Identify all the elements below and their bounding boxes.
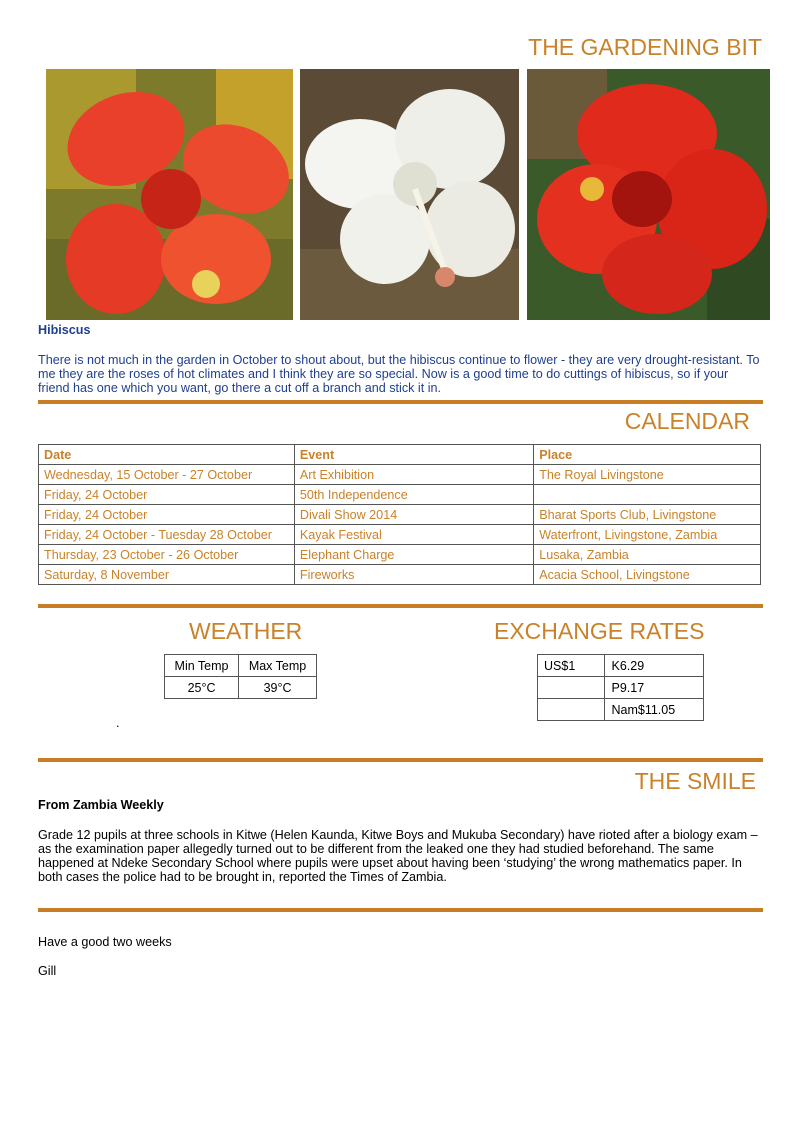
- closing-line: Have a good two weeks: [38, 935, 172, 949]
- place-cell: [534, 485, 761, 505]
- max-temp-value: 39°C: [239, 677, 317, 699]
- weather-note: .: [116, 716, 120, 730]
- table-row: [538, 655, 704, 677]
- table-header-row: [39, 445, 761, 465]
- event-cell: Kayak Festival: [294, 525, 533, 545]
- table-row: [538, 699, 704, 721]
- calendar-title: CALENDAR: [624, 408, 750, 434]
- smile-title: THE SMILE: [634, 768, 756, 794]
- table-header-row: [165, 655, 317, 677]
- white-hibiscus-photo: [300, 69, 519, 320]
- currency-cell: US$1: [538, 655, 605, 677]
- table-row: [39, 565, 761, 585]
- rate-cell: P9.17: [605, 677, 704, 699]
- signature: Gill: [38, 964, 57, 978]
- header-event: Event: [294, 445, 533, 465]
- gardening-title: THE GARDENING BIT: [528, 34, 762, 60]
- place-cell: Waterfront, Livingstone, Zambia: [534, 525, 761, 545]
- smile-paragraph: Grade 12 pupils at three schools in Kitwe (Helen Kaunda, Kitwe Boys and Mukuba Secondary) have rioted after a biology exam – as the examination paper allegedly turned out to be different from the leaked one they had studied beforehand. The same happened at Ndeke Secondary School where pupils were upset about having been ‘studying’ the wrong mathematics paper. In both cases the police had to be brought in, reported the Times of Zambia.: [38, 828, 758, 884]
- place-cell: Lusaka, Zambia: [534, 545, 761, 565]
- header-date: Date: [39, 445, 295, 465]
- table-row: [39, 545, 761, 565]
- divider: [38, 758, 763, 762]
- weather-title: WEATHER: [189, 618, 303, 644]
- gardening-paragraph: There is not much in the garden in October to shout about, but the hibiscus continue to flower - they are very drought-resistant. To me they are the roses of hot climates and I think they are so special. Now is a good time to do cuttings of hibiscus, so if your friend has one which you want, go there a cut off a branch and stick it in.: [38, 353, 760, 395]
- min-temp-header: Min Temp: [165, 655, 239, 677]
- exchange-rates-table: [537, 654, 704, 721]
- table-row: [538, 677, 704, 699]
- place-cell: Bharat Sports Club, Livingstone: [534, 505, 761, 525]
- header-place: Place: [534, 445, 761, 465]
- calendar-table: [38, 444, 761, 585]
- date-cell: Friday, 24 October - Tuesday 28 October: [39, 525, 295, 545]
- rate-cell: Nam$11.05: [605, 699, 704, 721]
- place-cell: Acacia School, Livingstone: [534, 565, 761, 585]
- table-row: [165, 677, 317, 699]
- divider: [38, 908, 763, 912]
- hibiscus-caption: Hibiscus: [38, 323, 91, 337]
- red-hibiscus-photo-1: [46, 69, 293, 320]
- event-cell: 50th Independence: [294, 485, 533, 505]
- date-cell: Saturday, 8 November: [39, 565, 295, 585]
- smile-source: From Zambia Weekly: [38, 798, 164, 812]
- table-row: [39, 525, 761, 545]
- divider: [38, 604, 763, 608]
- weather-table: [164, 654, 317, 699]
- table-row: [39, 505, 761, 525]
- red-hibiscus-photo-2: [527, 69, 770, 320]
- table-row: [39, 485, 761, 505]
- min-temp-value: 25°C: [165, 677, 239, 699]
- currency-cell: [538, 699, 605, 721]
- exchange-rates-title: EXCHANGE RATES: [494, 618, 705, 644]
- event-cell: Divali Show 2014: [294, 505, 533, 525]
- table-row: [39, 465, 761, 485]
- date-cell: Friday, 24 October: [39, 505, 295, 525]
- event-cell: Elephant Charge: [294, 545, 533, 565]
- date-cell: Friday, 24 October: [39, 485, 295, 505]
- currency-cell: [538, 677, 605, 699]
- event-cell: Fireworks: [294, 565, 533, 585]
- max-temp-header: Max Temp: [239, 655, 317, 677]
- place-cell: The Royal Livingstone: [534, 465, 761, 485]
- event-cell: Art Exhibition: [294, 465, 533, 485]
- date-cell: Wednesday, 15 October - 27 October: [39, 465, 295, 485]
- rate-cell: K6.29: [605, 655, 704, 677]
- divider: [38, 400, 763, 404]
- date-cell: Thursday, 23 October - 26 October: [39, 545, 295, 565]
